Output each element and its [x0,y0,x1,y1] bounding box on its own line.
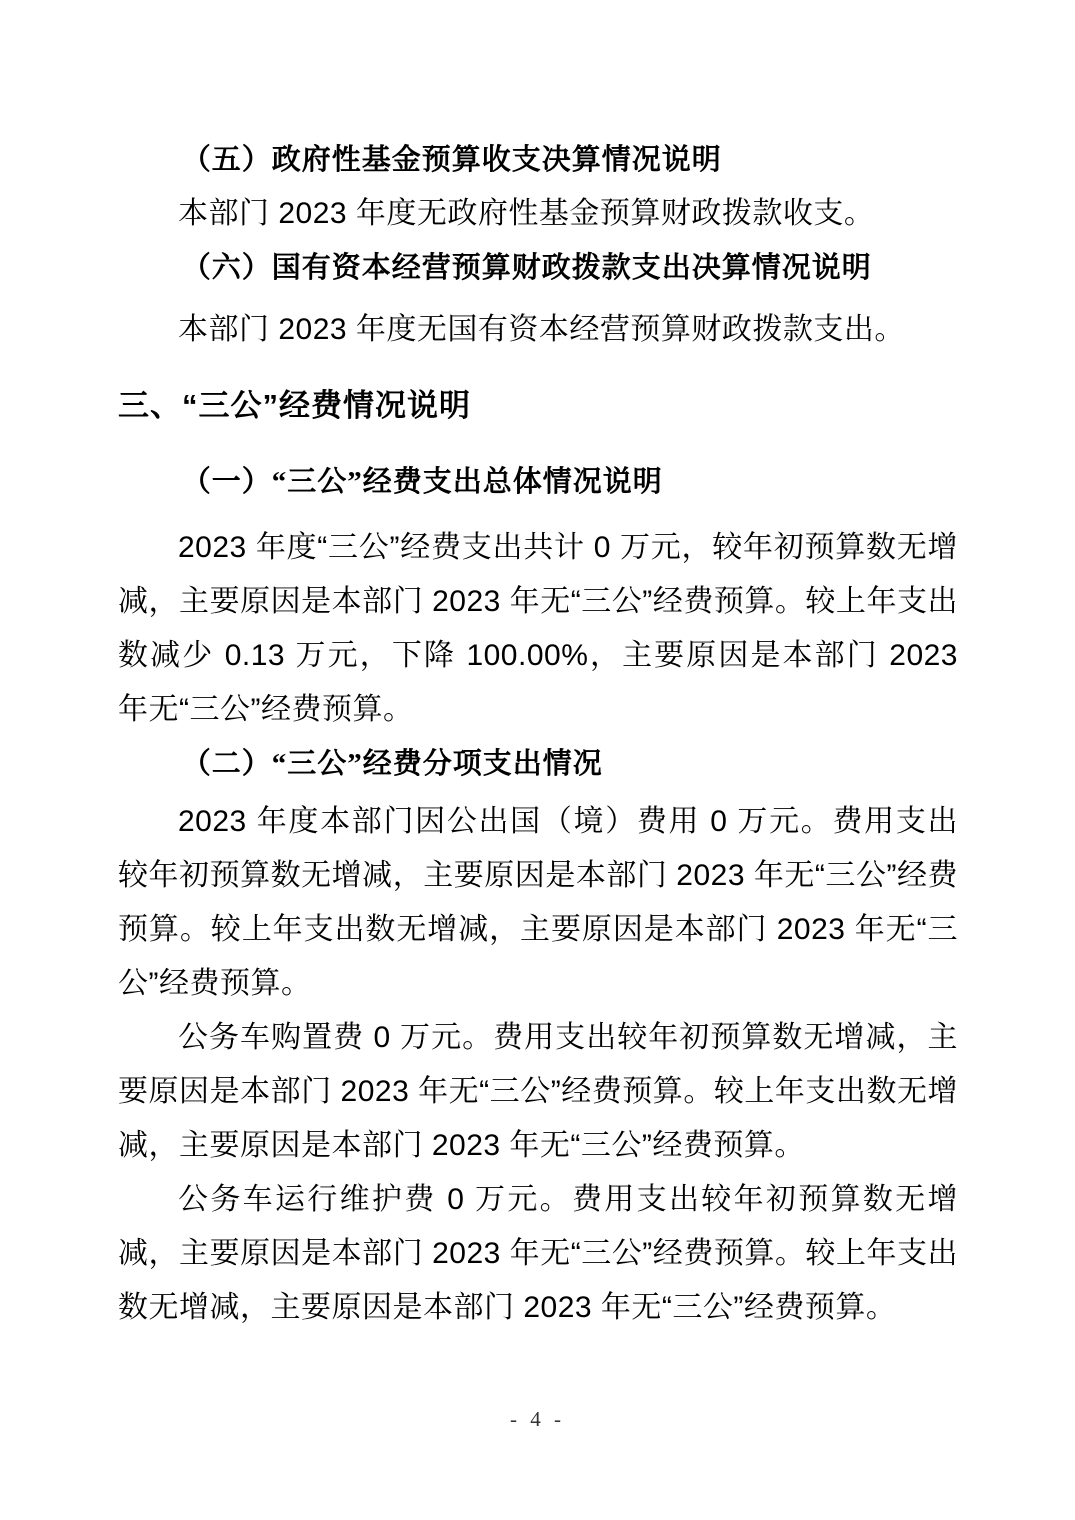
page-number: - 4 - [510,1407,565,1431]
paragraph-vehicle-purchase-expense: 公务车购置费 0 万元。费用支出较年初预算数无增减，主要原因是本部门 2023 年无“三公”经费预算。较上年支出数无增减，主要原因是本部门 2023 年无“三公”经费预算。 [118,1021,958,1162]
sub-heading-item-2-itemized-expense: （二）“三公”经费分项支出情况 [181,748,603,780]
document-body [118,133,958,1335]
paragraph-overall-expense: 2023 年度“三公”经费支出共计 0 万元，较年初预算数无增减，主要原因是本部门 2023 年无“三公”经费预算。较上年支出数减少 0.13 万元，下降 100.00%，主要原因是本部门 2023 年无“三公”经费预算。 [118,531,958,726]
paragraph-gov-fund-budget: 本部门 2023 年度无政府性基金预算财政拨款收支。 [178,197,875,230]
section-heading-three-public-expenses: 三、“三公”经费情况说明 [118,388,471,423]
sub-heading-item-5-gov-fund-budget: （五）政府性基金预算收支决算情况说明 [181,144,722,176]
sub-heading-item-1-overall-expense: （一）“三公”经费支出总体情况说明 [181,466,663,498]
paragraph-state-capital-budget: 本部门 2023 年度无国有资本经营预算财政拨款支出。 [178,313,905,346]
paragraph-vehicle-maintenance-expense: 公务车运行维护费 0 万元。费用支出较年初预算数无增减，主要原因是本部门 2023 年无“三公”经费预算。较上年支出数无增减，主要原因是本部门 2023 年无“三公”经费预算。 [118,1183,958,1324]
paragraph-overseas-travel-expense: 2023 年度本部门因公出国（境）费用 0 万元。费用支出较年初预算数无增减，主要原因是本部门 2023 年无“三公”经费预算。较上年支出数无增减，主要原因是本部门 2023 年无“三公”经费预算。 [118,805,958,1000]
sub-heading-item-6-state-capital-budget: （六）国有资本经营预算财政拨款支出决算情况说明 [181,252,872,284]
